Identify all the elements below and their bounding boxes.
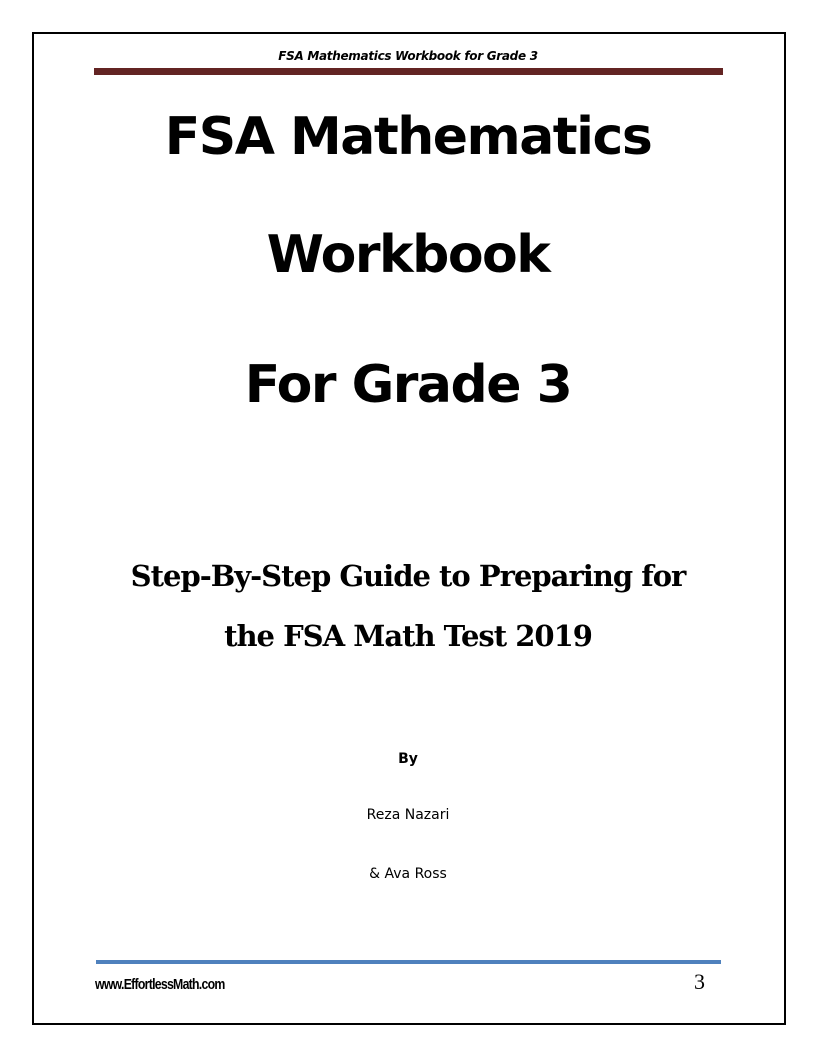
footer-website: www.EffortlessMath.com [95,976,225,993]
by-label: By [398,751,418,767]
subtitle-line-1: Step-By-Step Guide to Preparing for [130,559,686,593]
subtitle-line-2: the FSA Math Test 2019 [224,619,592,653]
book-title-line-3: For Grade 3 [244,355,572,415]
co-author-name: & Ava Ross [369,866,447,882]
running-header: FSA Mathematics Workbook for Grade 3 [278,49,538,63]
author-name: Reza Nazari [366,807,450,823]
page-number: 3 [694,969,705,994]
book-title-line-2: Workbook [266,225,550,285]
footer-rule [96,960,721,964]
book-title-line-1: FSA Mathematics [164,107,652,167]
header-rule [94,68,723,75]
